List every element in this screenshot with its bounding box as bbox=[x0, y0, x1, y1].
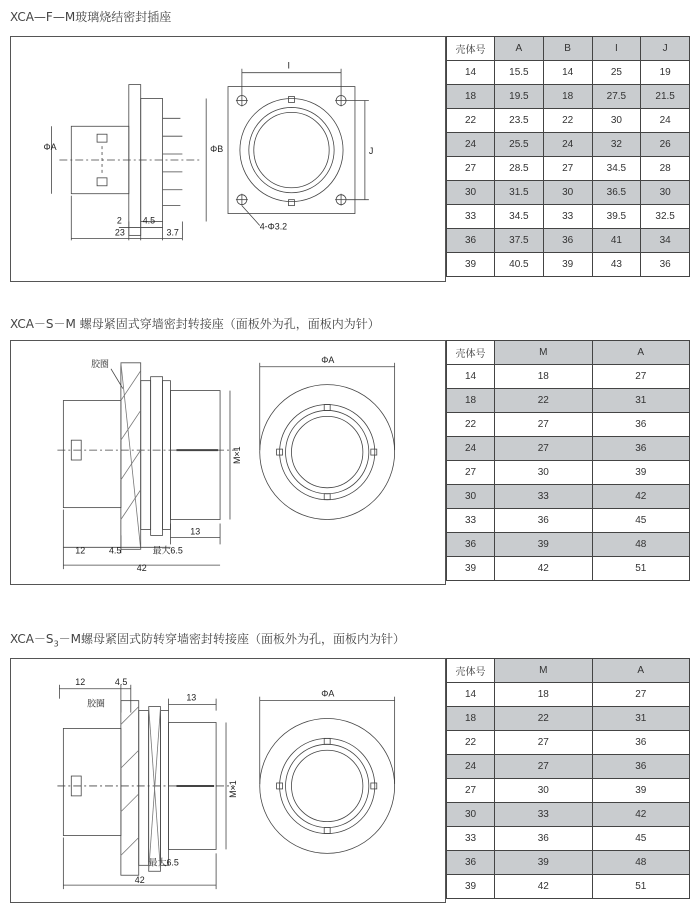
dim-2: 2 bbox=[116, 215, 122, 226]
table-cell: 19.5 bbox=[495, 85, 544, 109]
table-row bbox=[447, 827, 690, 851]
dim-max-6-5: 最大6.5 bbox=[148, 857, 179, 868]
dim-max-6-5: 最大6.5 bbox=[152, 545, 183, 556]
gasket-label: 胶圈 bbox=[91, 358, 109, 369]
header-b: B bbox=[543, 37, 592, 61]
table-cell: 42 bbox=[495, 875, 593, 899]
table-row bbox=[447, 229, 690, 253]
table-cell: 32.5 bbox=[641, 205, 690, 229]
table-row bbox=[447, 437, 690, 461]
table-row bbox=[447, 413, 690, 437]
table-row bbox=[447, 707, 690, 731]
dim-i: I bbox=[287, 60, 290, 71]
table-cell: 18 bbox=[495, 683, 593, 707]
table-row bbox=[447, 365, 690, 389]
table-cell: 22 bbox=[543, 109, 592, 133]
table-cell: 30 bbox=[495, 461, 593, 485]
table-cell: 18 bbox=[543, 85, 592, 109]
table-row bbox=[447, 157, 690, 181]
header-shell-size: 壳体号 bbox=[447, 341, 495, 365]
table-cell: 24 bbox=[447, 437, 495, 461]
table-cell: 39 bbox=[592, 461, 690, 485]
header-i: I bbox=[592, 37, 641, 61]
table-cell: 22 bbox=[495, 389, 593, 413]
section2-drawing bbox=[10, 340, 446, 585]
table-cell: 14 bbox=[447, 683, 495, 707]
section1-table bbox=[446, 36, 690, 277]
section3-title-prefix: XCA－S bbox=[10, 632, 54, 646]
table-cell: 39 bbox=[543, 253, 592, 277]
table-cell: 24 bbox=[447, 133, 495, 157]
header-shell-size: 壳体号 bbox=[447, 659, 495, 683]
table-cell: 51 bbox=[592, 875, 690, 899]
table-cell: 22 bbox=[447, 413, 495, 437]
table-cell: 27 bbox=[543, 157, 592, 181]
table-row bbox=[447, 731, 690, 755]
table-cell: 36 bbox=[447, 229, 495, 253]
table-cell: 27 bbox=[495, 755, 593, 779]
dim-13: 13 bbox=[186, 692, 197, 703]
table-cell: 22 bbox=[447, 731, 495, 755]
header-shell-size: 壳体号 bbox=[447, 37, 495, 61]
dim-m: M×1 bbox=[231, 446, 242, 464]
table-row bbox=[447, 461, 690, 485]
table-cell: 30 bbox=[641, 181, 690, 205]
table-cell: 36 bbox=[495, 509, 593, 533]
table-cell: 27 bbox=[495, 731, 593, 755]
table-cell: 18 bbox=[447, 389, 495, 413]
header-j: J bbox=[641, 37, 690, 61]
section3-table bbox=[446, 658, 690, 899]
table-cell: 31.5 bbox=[495, 181, 544, 205]
dim-12: 12 bbox=[75, 676, 86, 687]
table-cell: 36 bbox=[592, 755, 690, 779]
table-cell: 36 bbox=[447, 851, 495, 875]
dim-23: 23 bbox=[114, 227, 125, 238]
table-header-row bbox=[447, 659, 690, 683]
table-cell: 25.5 bbox=[495, 133, 544, 157]
table-cell: 33 bbox=[447, 827, 495, 851]
table-cell: 36 bbox=[641, 253, 690, 277]
table-cell: 22 bbox=[495, 707, 593, 731]
table-cell: 39.5 bbox=[592, 205, 641, 229]
table-cell: 36 bbox=[592, 413, 690, 437]
dim-12: 12 bbox=[75, 545, 86, 556]
table-cell: 22 bbox=[447, 109, 495, 133]
table-cell: 30 bbox=[447, 803, 495, 827]
table-cell: 33 bbox=[447, 509, 495, 533]
table-row bbox=[447, 779, 690, 803]
table-cell: 39 bbox=[447, 253, 495, 277]
table-header-row bbox=[447, 341, 690, 365]
table-cell: 27 bbox=[447, 157, 495, 181]
section3-title-suffix: －M螺母紧固式防转穿墙密封转接座（面板外为孔，面板内为针） bbox=[58, 632, 406, 646]
table-row bbox=[447, 485, 690, 509]
table-row bbox=[447, 509, 690, 533]
table-row bbox=[447, 133, 690, 157]
table-row bbox=[447, 253, 690, 277]
table-cell: 19 bbox=[641, 61, 690, 85]
table-cell: 34 bbox=[641, 229, 690, 253]
section3-drawing-svg bbox=[11, 659, 445, 902]
table-cell: 28.5 bbox=[495, 157, 544, 181]
table-cell: 36 bbox=[495, 827, 593, 851]
table-cell: 45 bbox=[592, 509, 690, 533]
table-header-row bbox=[447, 37, 690, 61]
header-m: M bbox=[495, 659, 593, 683]
table-cell: 18 bbox=[495, 365, 593, 389]
dim-phi-b: ΦB bbox=[210, 144, 224, 155]
table-row bbox=[447, 61, 690, 85]
table-row bbox=[447, 205, 690, 229]
table-cell: 31 bbox=[592, 707, 690, 731]
header-a: A bbox=[592, 659, 690, 683]
table-cell: 51 bbox=[592, 557, 690, 581]
table-cell: 40.5 bbox=[495, 253, 544, 277]
table-cell: 31 bbox=[592, 389, 690, 413]
table-cell: 27 bbox=[495, 437, 593, 461]
table-cell: 43 bbox=[592, 253, 641, 277]
table-cell: 42 bbox=[592, 485, 690, 509]
table-cell: 24 bbox=[641, 109, 690, 133]
table-cell: 14 bbox=[447, 61, 495, 85]
dim-42: 42 bbox=[134, 875, 145, 886]
table-row bbox=[447, 389, 690, 413]
section3-title bbox=[10, 630, 405, 648]
table-cell: 28 bbox=[641, 157, 690, 181]
table-cell: 21.5 bbox=[641, 85, 690, 109]
section1-drawing bbox=[10, 36, 446, 282]
table-row bbox=[447, 851, 690, 875]
table-cell: 18 bbox=[447, 707, 495, 731]
dim-m: M×1 bbox=[227, 780, 238, 798]
table-cell: 33 bbox=[543, 205, 592, 229]
table-cell: 45 bbox=[592, 827, 690, 851]
section2-table bbox=[446, 340, 690, 581]
table-row bbox=[447, 181, 690, 205]
table-cell: 18 bbox=[447, 85, 495, 109]
section1-drawing-svg bbox=[11, 37, 445, 281]
table-cell: 27.5 bbox=[592, 85, 641, 109]
dim-j: J bbox=[368, 146, 374, 157]
table-row bbox=[447, 533, 690, 557]
table-row bbox=[447, 803, 690, 827]
dim-13: 13 bbox=[190, 526, 201, 537]
table-cell: 42 bbox=[592, 803, 690, 827]
section3-title-subscript: 3 bbox=[53, 639, 59, 649]
table-row bbox=[447, 557, 690, 581]
table-cell: 27 bbox=[495, 413, 593, 437]
table-cell: 36 bbox=[543, 229, 592, 253]
dim-42: 42 bbox=[136, 563, 147, 574]
dim-4-5: 4.5 bbox=[142, 215, 156, 226]
table-cell: 36 bbox=[447, 533, 495, 557]
table-cell: 30 bbox=[592, 109, 641, 133]
table-cell: 48 bbox=[592, 851, 690, 875]
table-cell: 27 bbox=[447, 461, 495, 485]
table-cell: 36.5 bbox=[592, 181, 641, 205]
table-cell: 26 bbox=[641, 133, 690, 157]
gasket-label: 胶圈 bbox=[87, 698, 105, 709]
table-cell: 39 bbox=[495, 851, 593, 875]
section2-title: XCA－S－M 螺母紧固式穿墙密封转接座（面板外为孔，面板内为针） bbox=[10, 317, 380, 331]
table-cell: 36 bbox=[592, 731, 690, 755]
table-cell: 39 bbox=[447, 557, 495, 581]
table-row bbox=[447, 683, 690, 707]
table-cell: 42 bbox=[495, 557, 593, 581]
dim-phi-a: ΦA bbox=[321, 354, 335, 365]
table-cell: 14 bbox=[543, 61, 592, 85]
table-cell: 27 bbox=[592, 683, 690, 707]
header-a: A bbox=[592, 341, 690, 365]
table-cell: 14 bbox=[447, 365, 495, 389]
header-a: A bbox=[495, 37, 544, 61]
table-cell: 30 bbox=[447, 485, 495, 509]
dim-3-7: 3.7 bbox=[166, 227, 179, 238]
table-cell: 41 bbox=[592, 229, 641, 253]
table-cell: 24 bbox=[447, 755, 495, 779]
table-cell: 25 bbox=[592, 61, 641, 85]
table-cell: 27 bbox=[592, 365, 690, 389]
table-cell: 30 bbox=[495, 779, 593, 803]
section1-title: XCA—F—M玻璃烧结密封插座 bbox=[10, 10, 172, 24]
table-cell: 39 bbox=[447, 875, 495, 899]
table-cell: 27 bbox=[447, 779, 495, 803]
section3-drawing bbox=[10, 658, 446, 903]
table-cell: 33 bbox=[495, 485, 593, 509]
table-row bbox=[447, 85, 690, 109]
table-row bbox=[447, 109, 690, 133]
table-cell: 36 bbox=[592, 437, 690, 461]
table-row bbox=[447, 755, 690, 779]
dim-4-5: 4.5 bbox=[114, 676, 128, 687]
table-cell: 23.5 bbox=[495, 109, 544, 133]
table-cell: 24 bbox=[543, 133, 592, 157]
table-cell: 30 bbox=[543, 181, 592, 205]
table-cell: 39 bbox=[495, 533, 593, 557]
table-cell: 33 bbox=[495, 803, 593, 827]
table-row bbox=[447, 875, 690, 899]
hole-callout: 4-Φ3.2 bbox=[259, 221, 288, 232]
table-cell: 34.5 bbox=[592, 157, 641, 181]
table-cell: 37.5 bbox=[495, 229, 544, 253]
table-cell: 32 bbox=[592, 133, 641, 157]
table-cell: 34.5 bbox=[495, 205, 544, 229]
table-cell: 30 bbox=[447, 181, 495, 205]
table-cell: 48 bbox=[592, 533, 690, 557]
table-cell: 15.5 bbox=[495, 61, 544, 85]
dim-4-5: 4.5 bbox=[108, 545, 122, 556]
table-cell: 33 bbox=[447, 205, 495, 229]
section2-drawing-svg bbox=[11, 341, 445, 584]
dim-phi-a: ΦA bbox=[43, 142, 57, 153]
table-cell: 39 bbox=[592, 779, 690, 803]
header-m: M bbox=[495, 341, 593, 365]
dim-phi-a: ΦA bbox=[321, 688, 335, 699]
